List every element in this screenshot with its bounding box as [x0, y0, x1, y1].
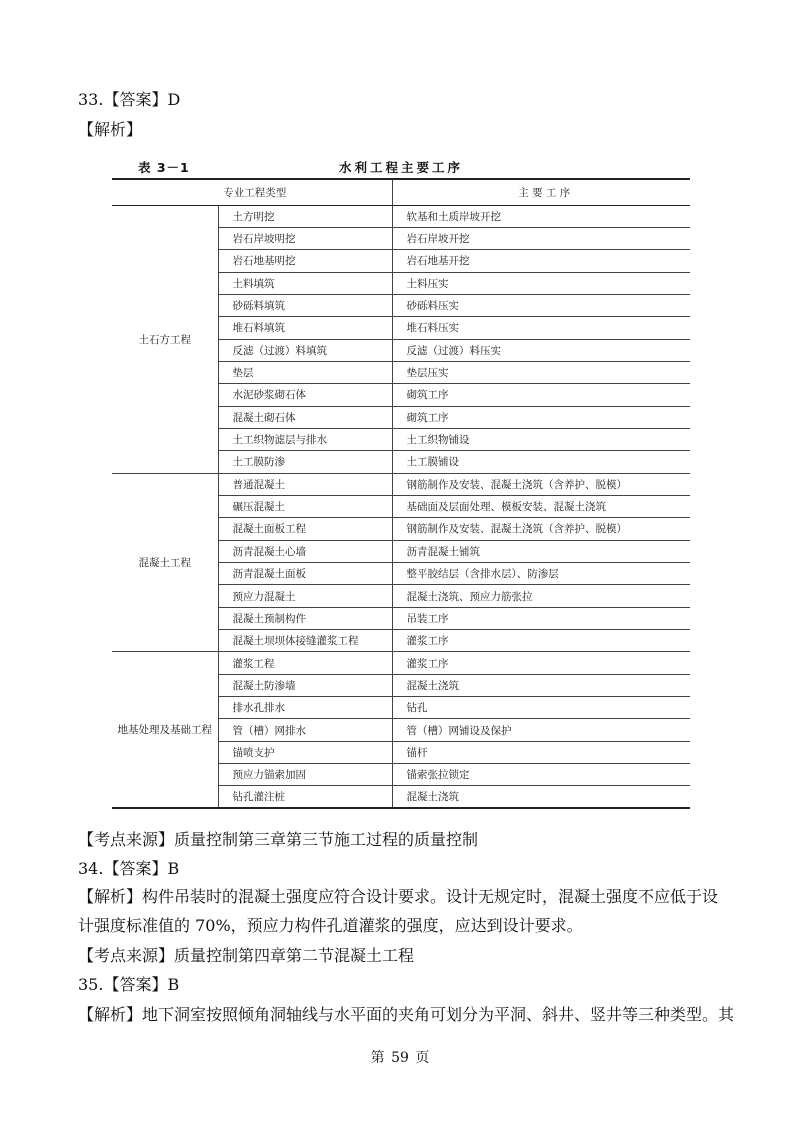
type-cell: 土料填筑	[218, 272, 392, 294]
table-caption	[112, 156, 690, 176]
process-cell: 反滤（过渡）料压实	[392, 339, 690, 361]
category-cell: 地基处理及基础工程	[112, 652, 218, 808]
process-cell: 灌浆工序	[392, 652, 690, 674]
table-body	[112, 205, 690, 808]
type-cell: 土方明挖	[218, 205, 392, 227]
process-cell: 土工膜铺设	[392, 451, 690, 473]
process-cell: 垫层压实	[392, 361, 690, 383]
type-cell: 混凝土预制构件	[218, 607, 392, 629]
type-cell: 混凝土面板工程	[218, 518, 392, 540]
q34-answer: 34.【答案】B	[78, 859, 180, 878]
process-cell: 锚杆	[392, 741, 690, 763]
type-cell: 混凝土砌石体	[218, 406, 392, 428]
table-row	[112, 473, 690, 495]
type-cell: 钻孔灌注桩	[218, 786, 392, 808]
type-cell: 土工膜防渗	[218, 451, 392, 473]
process-cell: 沥青混凝土铺筑	[392, 540, 690, 562]
process-cell: 土料压实	[392, 272, 690, 294]
category-cell: 土石方工程	[112, 205, 218, 473]
process-table	[112, 178, 690, 809]
process-cell: 混凝土浇筑	[392, 786, 690, 808]
page-number: 第 59 页	[370, 1050, 430, 1066]
type-cell: 反滤（过渡）料填筑	[218, 339, 392, 361]
type-cell: 岩石地基明挖	[218, 250, 392, 272]
table-row	[112, 205, 690, 227]
process-cell: 整平胶结层（含排水层）、防渗层	[392, 563, 690, 585]
process-cell: 岩石岸坡开挖	[392, 227, 690, 249]
type-cell: 砂砾料填筑	[218, 294, 392, 316]
type-cell: 管（槽）网排水	[218, 719, 392, 741]
process-cell: 吊装工序	[392, 607, 690, 629]
type-cell: 混凝土防渗墙	[218, 674, 392, 696]
process-cell: 岩石地基开挖	[392, 250, 690, 272]
q34-analysis: 【解析】构件吊装时的混凝土强度应符合设计要求。设计无规定时，混凝土强度不应低于设计强度标准值的 70%，预应力构件孔道灌浆的强度，应达到设计要求。	[78, 887, 719, 935]
q35-answer: 35.【答案】B	[78, 975, 180, 994]
process-cell: 钻孔	[392, 697, 690, 719]
process-cell: 堆石料压实	[392, 317, 690, 339]
process-cell: 软基和土质岸坡开挖	[392, 205, 690, 227]
process-cell: 土工织物铺设	[392, 428, 690, 450]
q34-source: 【考点来源】质量控制第四章第二节混凝土工程	[78, 946, 415, 965]
process-cell: 钢筋制作及安装、混凝土浇筑（含养护、脱模）	[392, 473, 690, 495]
process-cell: 锚索张拉锁定	[392, 764, 690, 786]
type-cell: 预应力锚索加固	[218, 764, 392, 786]
process-cell: 砌筑工序	[392, 406, 690, 428]
process-cell: 砂砾料压实	[392, 294, 690, 316]
table-row	[112, 652, 690, 674]
table-number: 表 3－1	[138, 160, 190, 175]
type-cell: 水泥砂浆砌石体	[218, 384, 392, 406]
type-cell: 混凝土坝坝体接缝灌浆工程	[218, 630, 392, 652]
process-cell: 砌筑工序	[392, 384, 690, 406]
q33-answer: 33.【答案】D	[78, 90, 181, 109]
type-cell: 沥青混凝土面板	[218, 563, 392, 585]
table-title: 水利工程主要工序	[338, 160, 463, 175]
header-type: 专业工程类型	[112, 179, 392, 205]
type-cell: 普通混凝土	[218, 473, 392, 495]
type-cell: 锚喷支护	[218, 741, 392, 763]
type-cell: 排水孔排水	[218, 697, 392, 719]
header-process: 主 要 工 序	[392, 179, 690, 205]
q35-analysis: 【解析】地下洞室按照倾角洞轴线与水平面的夹角可划分为平洞、斜井、竖井等三种类型。其	[78, 1005, 735, 1024]
process-cell: 基础面及层面处理、模板安装、混凝土浇筑	[392, 495, 690, 517]
type-cell: 岩石岸坡明挖	[218, 227, 392, 249]
table-header-row	[112, 179, 690, 205]
type-cell: 垫层	[218, 361, 392, 383]
category-cell: 混凝土工程	[112, 473, 218, 652]
process-cell: 混凝土浇筑	[392, 674, 690, 696]
type-cell: 预应力混凝土	[218, 585, 392, 607]
process-cell: 灌浆工序	[392, 630, 690, 652]
process-cell: 管（槽）网铺设及保护	[392, 719, 690, 741]
type-cell: 碾压混凝土	[218, 495, 392, 517]
q33-source: 【考点来源】质量控制第三章第三节施工过程的质量控制	[78, 830, 479, 849]
process-cell: 混凝土浇筑、预应力筋张拉	[392, 585, 690, 607]
process-cell: 钢筋制作及安装、混凝土浇筑（含养护、脱模）	[392, 518, 690, 540]
q33-analysis-label: 【解析】	[78, 120, 143, 139]
type-cell: 堆石料填筑	[218, 317, 392, 339]
type-cell: 土工织物滤层与排水	[218, 428, 392, 450]
type-cell: 灌浆工程	[218, 652, 392, 674]
type-cell: 沥青混凝土心墙	[218, 540, 392, 562]
